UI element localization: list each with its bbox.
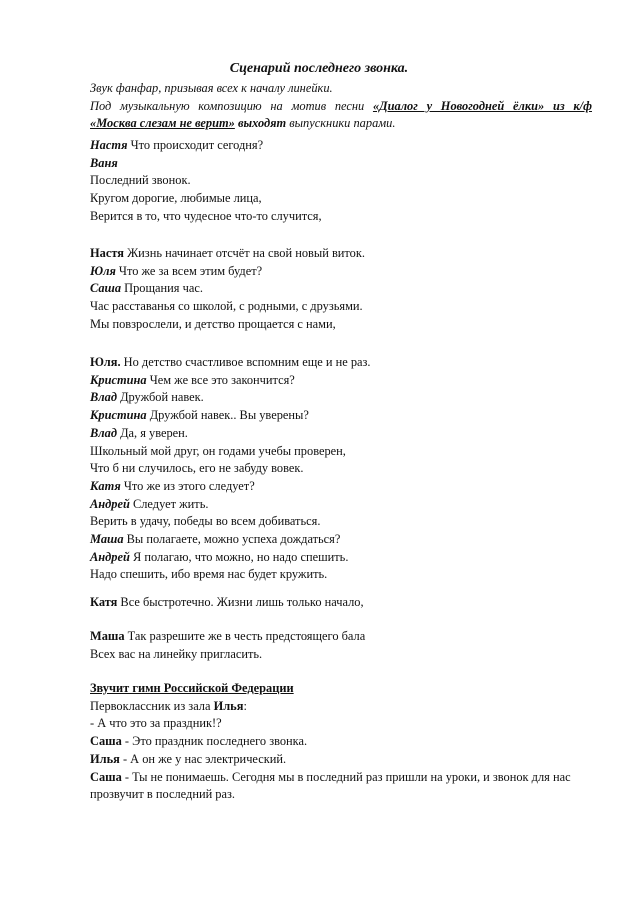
dialogue-block-3 bbox=[90, 354, 592, 584]
speaker-name: Маша bbox=[90, 629, 125, 643]
line-text: Вы полагаете, можно успеха дождаться? bbox=[123, 532, 341, 547]
dialogue-line bbox=[90, 372, 592, 390]
speaker-name: Юля bbox=[90, 263, 116, 278]
line-text: Следует жить. bbox=[129, 496, 209, 511]
dialogue-line bbox=[90, 298, 592, 316]
speaker-name: Андрей bbox=[90, 549, 130, 564]
line-text: Первоклассник из зала bbox=[90, 698, 214, 713]
dialogue-line bbox=[90, 496, 592, 514]
speaker-name: Илья bbox=[90, 751, 120, 766]
anthem-heading bbox=[90, 680, 592, 698]
dialogue-block-4 bbox=[90, 594, 592, 612]
dialogue-line bbox=[90, 513, 592, 531]
dialogue-line bbox=[90, 769, 592, 787]
line-text: Верить в удачу, победы во всем добиваться. bbox=[90, 514, 321, 529]
line-text: Прощания час. bbox=[121, 281, 203, 296]
speaker-name: Андрей bbox=[90, 496, 130, 511]
dialogue-line bbox=[90, 646, 592, 664]
page-title: Сценарий последнего звонка. bbox=[229, 61, 409, 76]
dialogue-line bbox=[90, 263, 592, 281]
line-text: Чем же все это закончится? bbox=[146, 372, 295, 387]
line-text: - Это праздник последнего звонка. bbox=[121, 734, 308, 749]
line-text: Я полагаю, что можно, но надо спешить. bbox=[129, 549, 349, 564]
line-text: Что же за всем этим будет? bbox=[115, 263, 263, 278]
dialogue-line bbox=[90, 208, 592, 226]
speaker-name: Саша bbox=[90, 734, 122, 749]
intro-song-title: «Диалог у Новогодней ёлки» из к/ф bbox=[372, 98, 592, 113]
dialogue-line bbox=[90, 443, 592, 461]
speaker-name: Влад bbox=[90, 425, 117, 440]
line-text: Школьный мой друг, он годами учебы проверен, bbox=[90, 443, 346, 458]
dialogue-block-1 bbox=[90, 137, 592, 226]
dialogue-line bbox=[90, 698, 592, 716]
dialogue-line bbox=[90, 531, 592, 549]
line-text: - Ты не понимаешь. Сегодня мы в последний раз пришли на уроки, и звонок для нас bbox=[121, 769, 571, 784]
line-text: Да, я уверен. bbox=[116, 425, 188, 440]
line-text: прозвучит в последний раз. bbox=[90, 787, 235, 802]
dialogue-line bbox=[90, 786, 592, 804]
dialogue-line bbox=[90, 715, 592, 733]
line-text: Что же из этого следует? bbox=[120, 478, 255, 493]
dialogue-line bbox=[90, 478, 592, 496]
dialogue-line bbox=[90, 407, 592, 425]
line-text: Все быстротечно. Жизни лишь только начало, bbox=[117, 595, 364, 609]
line-text: Кругом дорогие, любимые лица, bbox=[90, 191, 262, 206]
dialogue-line bbox=[90, 425, 592, 443]
intro-line-3-rest: выпускники парами. bbox=[286, 116, 396, 131]
dialogue-line bbox=[90, 594, 592, 612]
dialogue-line bbox=[90, 280, 592, 298]
line-text: Надо спешить, ибо время нас будет кружить. bbox=[90, 567, 328, 582]
line-text: Последний звонок. bbox=[90, 173, 191, 188]
dialogue-line bbox=[90, 172, 592, 190]
speaker-name: Настя bbox=[90, 246, 124, 260]
line-text: - А что это за праздник!? bbox=[90, 716, 222, 731]
speaker-name: Юля. bbox=[90, 355, 121, 369]
anthem-text: Звучит гимн Российской Федерации bbox=[90, 681, 294, 695]
speaker-name: Саша bbox=[90, 769, 122, 784]
dialogue-line bbox=[90, 460, 592, 478]
line-text: Дружбой навек. bbox=[116, 390, 204, 405]
line-text: - А он же у нас электрический. bbox=[119, 751, 287, 766]
line-text: Всех вас на линейку пригласить. bbox=[90, 646, 263, 661]
dialogue-line bbox=[90, 155, 592, 173]
line-text: Верится в то, что чудесное что-то случится, bbox=[90, 208, 322, 223]
dialogue-line bbox=[90, 733, 592, 751]
dialogue-line bbox=[90, 389, 592, 407]
line-text: Но детство счастливое вспомним еще и не раз. bbox=[120, 355, 371, 369]
intro-line-1: Звук фанфар, призывая всех к началу линейки. bbox=[90, 81, 333, 95]
line-text: Мы повзрослели, и детство прощается с нами, bbox=[90, 316, 336, 331]
speaker-name: Настя bbox=[90, 138, 128, 152]
speaker-name: Кристина bbox=[90, 372, 147, 387]
dialogue-block-5 bbox=[90, 628, 592, 663]
intro-line-3 bbox=[90, 115, 592, 133]
dialogue-line bbox=[90, 354, 592, 372]
speaker-name: Влад bbox=[90, 390, 117, 405]
speaker-name: Ваня bbox=[90, 155, 118, 170]
speaker-name: Илья bbox=[213, 698, 244, 713]
dialogue-line bbox=[90, 137, 592, 155]
intro-line-2 bbox=[90, 98, 592, 116]
line-text: Что происходит сегодня? bbox=[127, 138, 264, 152]
speaker-name: Катя bbox=[90, 595, 118, 609]
line-text: : bbox=[243, 698, 247, 713]
dialogue-line bbox=[90, 190, 592, 208]
speaker-name: Саша bbox=[90, 281, 122, 296]
dialogue-line bbox=[90, 245, 592, 263]
dialogue-block-2 bbox=[90, 245, 592, 334]
line-text: Жизнь начинает отсчёт на свой новый виток. bbox=[123, 246, 365, 260]
dialogue-line bbox=[90, 566, 592, 584]
dialogue-line bbox=[90, 751, 592, 769]
line-text: Что б ни случилось, его не забуду вовек. bbox=[90, 461, 304, 476]
speaker-name: Маша bbox=[90, 532, 124, 547]
intro-line-3-bold: выходят bbox=[234, 116, 287, 131]
intro-film-title: «Москва слезам не верит» bbox=[90, 116, 235, 131]
line-text: Так разрешите же в честь предстоящего бала bbox=[124, 629, 366, 643]
intro-paragraph bbox=[90, 80, 592, 133]
dialogue-line bbox=[90, 628, 592, 646]
line-text: Дружбой навек.. Вы уверены? bbox=[146, 408, 309, 423]
dialogue-line bbox=[90, 316, 592, 334]
line-text: Час расставанья со школой, с родными, с друзьями. bbox=[90, 299, 363, 314]
dialogue-line bbox=[90, 549, 592, 567]
dialogue-block-6 bbox=[90, 680, 592, 804]
speaker-name: Кристина bbox=[90, 408, 147, 423]
intro-line-2-prefix: Под музыкальную композицию на мотив песни bbox=[90, 98, 373, 113]
speaker-name: Катя bbox=[90, 478, 121, 493]
